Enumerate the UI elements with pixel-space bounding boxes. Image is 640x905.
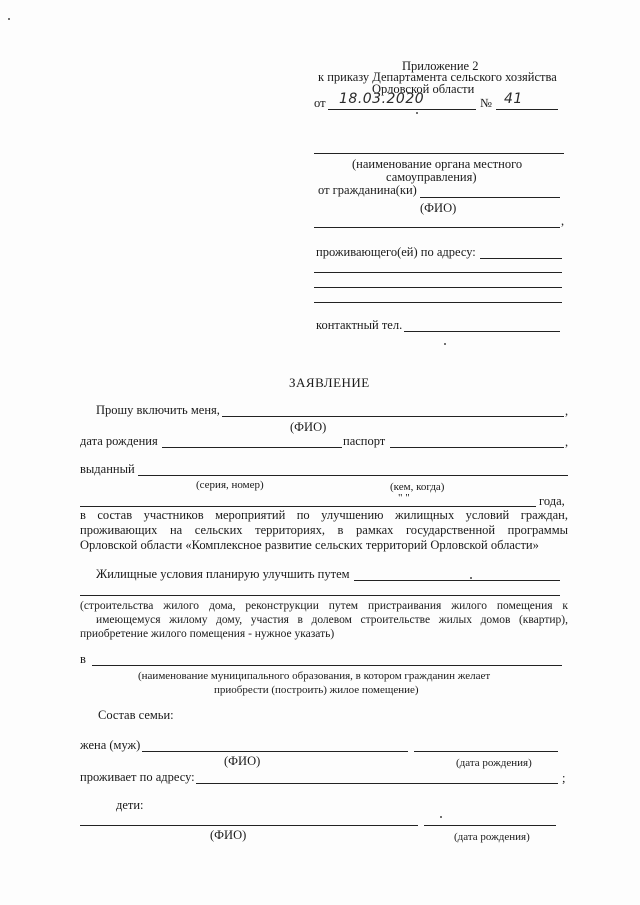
semicolon: ;	[562, 771, 566, 785]
spouse-name-line	[142, 751, 408, 752]
lives-at-label: проживает по адресу:	[80, 770, 195, 784]
fio-caption: (ФИО)	[290, 420, 327, 434]
address-line-2	[314, 272, 562, 273]
children-name-line	[80, 825, 418, 826]
scan-speck	[416, 112, 418, 114]
municipality-caption-1: (наименование муниципального образования, в котором гражданин желает	[138, 670, 491, 682]
spouse-fio-caption: (ФИО)	[224, 754, 261, 768]
birth-date-line	[162, 447, 342, 448]
municipality-caption-2: приобрести (построить) жилое помещение)	[214, 684, 419, 696]
date-line	[328, 109, 476, 110]
region-name: Орловской области	[372, 82, 475, 96]
passport-label: паспорт	[343, 434, 386, 448]
request-label: Прошу включить меня,	[96, 403, 220, 417]
org-name-line	[314, 153, 564, 154]
comma: ,	[565, 435, 569, 449]
citizen-name-line	[420, 197, 560, 198]
program-text-line-3: Орловской области «Комплексное развитие сельских территорий Орловской области»	[80, 538, 539, 552]
housing-method-line-2	[80, 595, 560, 596]
year-label: года,	[539, 494, 565, 508]
address-line-4	[314, 302, 562, 303]
municipality-line	[92, 665, 562, 666]
org-name-caption: (наименование органа местного	[352, 157, 523, 171]
number-line	[496, 109, 558, 110]
spouse-birth-line	[414, 751, 558, 752]
children-birth-line	[424, 825, 556, 826]
program-text-line-2: проживающих на сельских территориях, в рамках государственной программы	[80, 523, 568, 537]
children-fio-caption: (ФИО)	[210, 828, 247, 842]
date-quotes: " "	[398, 492, 410, 504]
housing-method-caption-3: приобретение жилого помещения - нужное указать)	[80, 628, 335, 640]
applicant-name-line	[222, 416, 564, 417]
order-reference: к приказу Департамента сельского хозяйства	[318, 70, 557, 84]
series-number-caption: (серия, номер)	[196, 479, 264, 491]
handwritten-number: 41	[504, 91, 523, 107]
housing-method-caption-1: (строительства жилого дома, реконструкции путем пристраивания жилого помещения к	[80, 600, 568, 612]
citizen-name-line-2	[314, 227, 560, 228]
housing-improvement-label: Жилищные условия планирую улучшить путем	[96, 567, 350, 581]
program-text-line-1: в состав участников мероприятий по улучшению жилищных условий граждан,	[80, 508, 568, 522]
spouse-label: жена (муж)	[80, 738, 141, 752]
handwritten-date: 18.03.2020	[339, 91, 425, 107]
comma: ,	[565, 404, 569, 418]
scan-speck	[8, 18, 10, 20]
appendix-title: Приложение 2	[402, 59, 479, 73]
address-line-3	[314, 287, 562, 288]
children-birth-caption: (дата рождения)	[454, 831, 530, 843]
from-citizen-label: от гражданина(ки)	[318, 183, 417, 197]
issued-line	[138, 475, 568, 476]
address-line-1	[480, 258, 562, 259]
date-label: от	[314, 96, 326, 110]
issued-label: выданный	[80, 462, 135, 476]
passport-line	[390, 447, 564, 448]
fio-caption: (ФИО)	[420, 201, 457, 215]
issuer-caption: (кем, когда)	[390, 481, 445, 493]
family-composition-label: Состав семьи:	[98, 708, 174, 722]
number-label: №	[480, 96, 492, 110]
residing-label: проживающего(ей) по адресу:	[316, 245, 476, 259]
housing-method-caption-2: имеющемуся жилому дому, участия в долевом строительстве жилых домов (квартир),	[96, 614, 568, 626]
contact-phone-line	[404, 331, 560, 332]
children-label: дети:	[116, 798, 144, 812]
comma: ,	[561, 214, 565, 228]
scan-speck	[440, 816, 442, 818]
birth-date-label: дата рождения	[80, 434, 158, 448]
document-title: ЗАЯВЛЕНИЕ	[289, 375, 370, 390]
issue-date-line	[80, 506, 536, 507]
scan-speck	[444, 343, 446, 345]
housing-method-line	[354, 580, 560, 581]
in-label: в	[80, 652, 86, 666]
scan-speck	[470, 577, 472, 579]
contact-phone-label: контактный тел.	[316, 318, 403, 332]
spouse-address-line	[196, 783, 558, 784]
spouse-birth-caption: (дата рождения)	[456, 757, 532, 769]
org-name-caption-2: самоуправления)	[386, 170, 477, 184]
